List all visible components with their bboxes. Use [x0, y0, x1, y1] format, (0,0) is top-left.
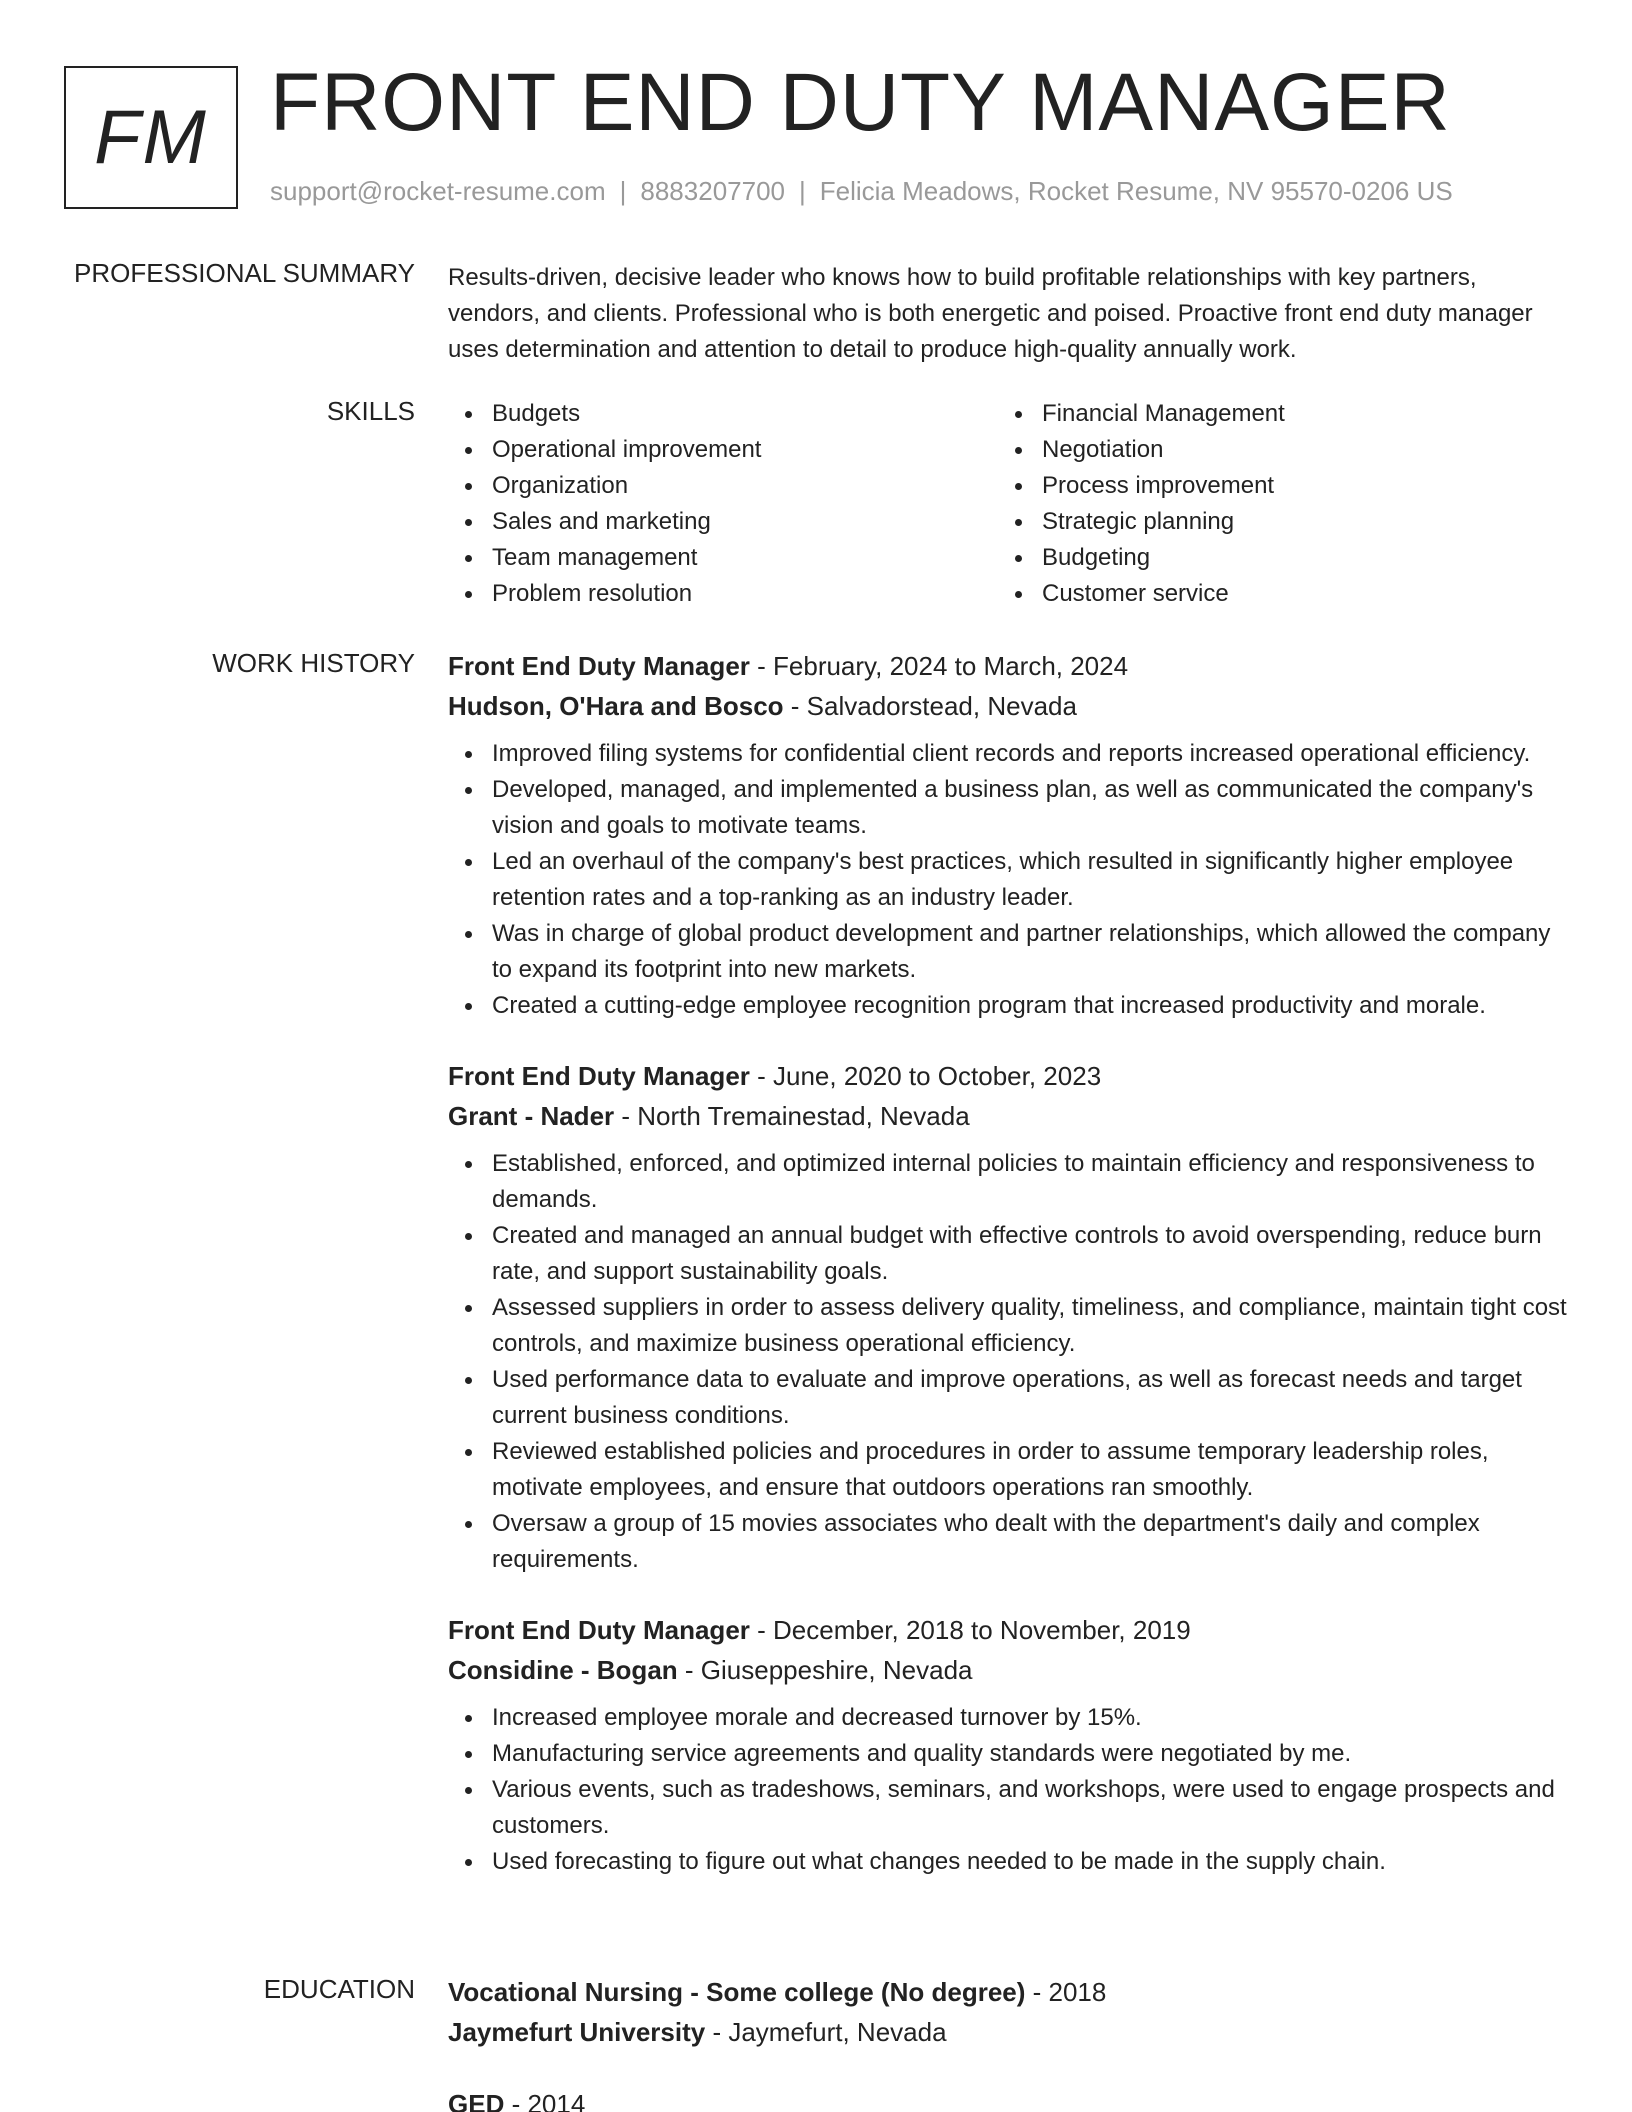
skill-item: Budgeting [998, 540, 1548, 576]
skill-item: Sales and marketing [448, 504, 998, 540]
education-school-line [448, 2012, 1568, 2052]
job-bullet: Oversaw a group of 15 movies associates who dealt with the department's daily and complex requirements. [448, 1506, 1568, 1578]
job-location: - Salvadorstead, Nevada [783, 691, 1077, 721]
education-year: - 2018 [1025, 1977, 1107, 2007]
job-bullet: Assessed suppliers in order to assess delivery quality, timeliness, and compliance, maintain tight cost controls, and maximize business operational efficiency. [448, 1290, 1568, 1362]
job-bullet: Created and managed an annual budget with effective controls to avoid overspending, reduce burn rate, and support sustainability goals. [448, 1218, 1568, 1290]
monogram-box [64, 66, 238, 209]
skill-item: Customer service [998, 576, 1548, 612]
skill-item: Budgets [448, 396, 998, 432]
job-bullet: Developed, managed, and implemented a business plan, as well as communicated the company's vision and goals to motivate teams. [448, 772, 1568, 844]
resume-title: FRONT END DUTY MANAGER [270, 57, 1451, 148]
job-bullet: Created a cutting-edge employee recognition program that increased productivity and morale. [448, 988, 1568, 1024]
education-entry [448, 1972, 1568, 2052]
summary-text: Results-driven, decisive leader who knows how to build profitable relationships with key partners, vendors, and clients. Professional who is both energetic and poised. Proactive front end duty manager uses determination and attention to detail to produce high-quality annually work. [448, 264, 1533, 363]
job-company: Hudson, O'Hara and Bosco [448, 691, 784, 721]
education-year: - 2014 [504, 2089, 586, 2112]
job-company: Grant - Nader [448, 1101, 615, 1131]
contact-line [270, 176, 1453, 207]
section-title-education: EDUCATION [263, 1974, 415, 2004]
section-title-skills: SKILLS [326, 396, 415, 426]
job-bullets [448, 1146, 1568, 1578]
job-title-line [448, 1056, 1568, 1096]
job-location: - North Tremainestad, Nevada [614, 1101, 970, 1131]
contact-separator: | [619, 176, 627, 206]
job-bullet: Increased employee morale and decreased turnover by 15%. [448, 1700, 1568, 1736]
skills-list-left [448, 396, 998, 612]
education-location: - Jaymefurt, Nevada [705, 2017, 947, 2047]
skill-item: Operational improvement [448, 432, 998, 468]
skill-item: Problem resolution [448, 576, 998, 612]
education-degree: GED [448, 2089, 505, 2112]
job-entry [448, 646, 1568, 1024]
job-dates: - June, 2020 to October, 2023 [749, 1061, 1102, 1091]
section-title-summary: PROFESSIONAL SUMMARY [74, 258, 415, 288]
skill-item: Team management [448, 540, 998, 576]
job-bullet: Was in charge of global product development and partner relationships, which allowed the company to expand its footprint into new markets. [448, 916, 1568, 988]
skill-item: Organization [448, 468, 998, 504]
contact-separator: | [799, 176, 806, 206]
job-title-line [448, 646, 1568, 686]
education-school: Jaymefurt University [448, 2017, 706, 2047]
skills-list-right [998, 396, 1548, 612]
job-location: - Giuseppeshire, Nevada [677, 1655, 973, 1685]
job-title-line [448, 1610, 1568, 1650]
skill-item: Process improvement [998, 468, 1548, 504]
job-bullets [448, 736, 1568, 1024]
job-bullet: Improved filing systems for confidential client records and reports increased operational efficiency. [448, 736, 1568, 772]
contact-address: Felicia Meadows, Rocket Resume, NV 95570-0206 US [819, 176, 1453, 206]
skill-item: Strategic planning [998, 504, 1548, 540]
skill-item: Financial Management [998, 396, 1548, 432]
job-bullets [448, 1700, 1568, 1880]
job-role: Front End Duty Manager [448, 651, 750, 681]
job-bullet: Various events, such as tradeshows, seminars, and workshops, were used to engage prospects and customers. [448, 1772, 1568, 1844]
job-company-line [448, 686, 1568, 726]
job-entry [448, 1056, 1568, 1578]
education-degree-line [448, 1972, 1568, 2012]
job-dates: - February, 2024 to March, 2024 [749, 651, 1129, 681]
monogram-initials: FM [94, 95, 208, 180]
job-bullet: Manufacturing service agreements and quality standards were negotiated by me. [448, 1736, 1568, 1772]
job-bullet: Used performance data to evaluate and improve operations, as well as forecast needs and target current business conditions. [448, 1362, 1568, 1434]
job-entry [448, 1610, 1568, 1880]
job-company-line [448, 1096, 1568, 1136]
contact-email[interactable]: support@rocket-resume.com [270, 176, 606, 206]
job-bullet: Used forecasting to figure out what changes needed to be made in the supply chain. [448, 1844, 1568, 1880]
job-bullet: Led an overhaul of the company's best practices, which resulted in significantly higher employee retention rates and a top-ranking as an industry leader. [448, 844, 1568, 916]
job-dates: - December, 2018 to November, 2019 [749, 1615, 1191, 1645]
job-role: Front End Duty Manager [448, 1615, 750, 1645]
job-role: Front End Duty Manager [448, 1061, 750, 1091]
section-title-work: WORK HISTORY [212, 648, 415, 678]
education-degree-line [448, 2084, 1568, 2112]
job-bullet: Reviewed established policies and procedures in order to assume temporary leadership roles, motivate employees, and ensure that outdoors operations ran smoothly. [448, 1434, 1568, 1506]
job-company-line [448, 1650, 1568, 1690]
education-degree: Vocational Nursing - Some college (No degree) [448, 1977, 1026, 2007]
contact-phone[interactable]: 8883207700 [640, 176, 785, 206]
skill-item: Negotiation [998, 432, 1548, 468]
job-company: Considine - Bogan [448, 1655, 678, 1685]
education-entry [448, 2084, 1568, 2112]
job-bullet: Established, enforced, and optimized internal policies to maintain efficiency and responsiveness to demands. [448, 1146, 1568, 1218]
